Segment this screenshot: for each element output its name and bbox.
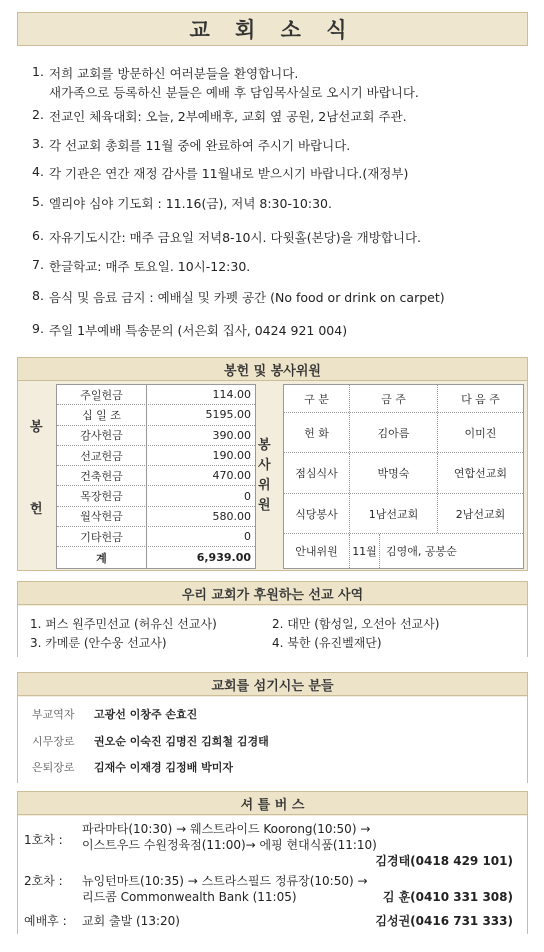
after-service-route: 교회 출발 (13:20) [82, 914, 180, 928]
list-item: 4. 북한 (유진벨재단) [272, 636, 382, 650]
list-item: 시무장로 권오순 이숙진 김명진 김희철 김경태 [32, 735, 269, 748]
table-row: 기타헌금 0 [57, 527, 255, 547]
table-row-ushers: 안내위원 11월 김영애, 공봉순 [284, 534, 523, 568]
offering-heading: 봉헌 및 봉사위원 [18, 358, 527, 381]
bus1-route: 파라마타(10:30) → 웨스트라이드 Koorong(10:50) → [82, 822, 371, 836]
bus2-label: 2호차 : [24, 874, 63, 888]
shuttle-panel [17, 791, 528, 934]
bus1-route: 이스트우드 수원정육점(11:00)→ 에핑 현대식품(11:10) [82, 838, 377, 852]
list-item: 은퇴장로 김재수 이재경 김정배 박미자 [32, 761, 233, 774]
duty-side-label: 봉 [258, 438, 271, 453]
after-service-contact: 김성권(0416 731 333) [375, 914, 513, 928]
offering-panel [17, 357, 528, 571]
duty-side-label: 위 [258, 478, 271, 493]
table-row: 헌 화 김아름 이미진 [284, 413, 523, 453]
notice-item: 7. 한글학교: 매주 토요일. 10시-12:30. [32, 257, 251, 274]
bus1-label: 1호차 : [24, 833, 63, 847]
offering-side-label: 봉 [30, 420, 43, 435]
notice-item: 9. 주일 1부예배 특송문의 (서은회 집사, 0424 921 004) [32, 321, 348, 338]
list-item: 2. 대만 (함성일, 오선아 선교사) [272, 617, 440, 631]
bus1-contact: 김경태(0418 429 101) [375, 854, 513, 868]
notice-item: 3. 각 선교회 총회를 11월 중에 완료하여 주시기 바랍니다. [32, 136, 351, 153]
after-service-label: 예배후 : [24, 914, 67, 928]
notice-item: 5. 엘리야 심야 기도회 : 11.16(금), 저녁 8:30-10:30. [32, 194, 332, 211]
mission-panel [17, 581, 528, 657]
list-item: 부교역자 고광선 이창주 손효진 [32, 708, 198, 721]
notice-item: 4. 각 기관은 연간 재정 감사를 11월내로 받으시기 바랍니다.(재정부) [32, 164, 409, 181]
bus2-route: 뉴잉턴마트(10:35) → 스트라스필드 정류장(10:50) → [82, 874, 368, 888]
table-row: 점심식사 박명숙 연합선교회 [284, 453, 523, 494]
table-row: 월삭헌금 580.00 [57, 507, 255, 527]
list-item: 1. 퍼스 원주민선교 (허유신 선교사) [30, 617, 217, 631]
mission-list [18, 606, 527, 657]
table-row: 감사헌금 390.00 [57, 426, 255, 446]
table-row: 목장헌금 0 [57, 486, 255, 506]
offering-table [56, 384, 256, 569]
duty-table [283, 384, 524, 569]
duty-side-label: 원 [258, 498, 271, 513]
notice-item: 1. 저희 교회를 방문하신 여러분들을 환영합니다. 새가족으로 등록하신 분들은 예배 후 담임목사실로 오시기 바랍니다. [32, 64, 419, 100]
table-row: 식당봉사 1남선교회 2남선교회 [284, 494, 523, 534]
notice-item: 8. 음식 및 음료 금지 : 예배실 및 카펫 공간 (No food or drink on carpet) [32, 288, 445, 305]
table-header: 구 분 금 주 다 음 주 [284, 385, 523, 413]
bus2-contact: 김 훈(0410 331 308) [382, 890, 513, 904]
offering-side-label: 헌 [30, 502, 43, 517]
mission-heading: 우리 교회가 후원하는 선교 사역 [18, 582, 527, 605]
table-row-total: 계 6,939.00 [57, 547, 255, 567]
notice-item: 2. 전교인 체육대회: 오늘, 2부예배후, 교회 옆 공원, 2남선교회 주관. [32, 107, 407, 124]
shuttle-heading: 셔 틀 버 스 [18, 792, 527, 815]
duty-side-label: 사 [258, 458, 271, 473]
page-title: 교 회 소 식 [17, 12, 528, 46]
bus2-route: 리드콤 Commonwealth Bank (11:05) [82, 890, 297, 904]
servants-heading: 교회를 섬기시는 분들 [18, 673, 527, 696]
table-row: 십 일 조 5195.00 [57, 405, 255, 425]
table-row: 건축헌금 470.00 [57, 466, 255, 486]
notice-item: 6. 자유기도시간: 매주 금요일 저녁8-10시. 다윗홀(본당)을 개방합니다. [32, 228, 422, 245]
table-row: 주일헌금 114.00 [57, 385, 255, 405]
list-item: 3. 카메룬 (안수웅 선교사) [30, 636, 167, 650]
servants-list [18, 697, 527, 783]
table-row: 선교헌금 190.00 [57, 446, 255, 466]
shuttle-list [18, 816, 527, 934]
servants-panel [17, 672, 528, 783]
